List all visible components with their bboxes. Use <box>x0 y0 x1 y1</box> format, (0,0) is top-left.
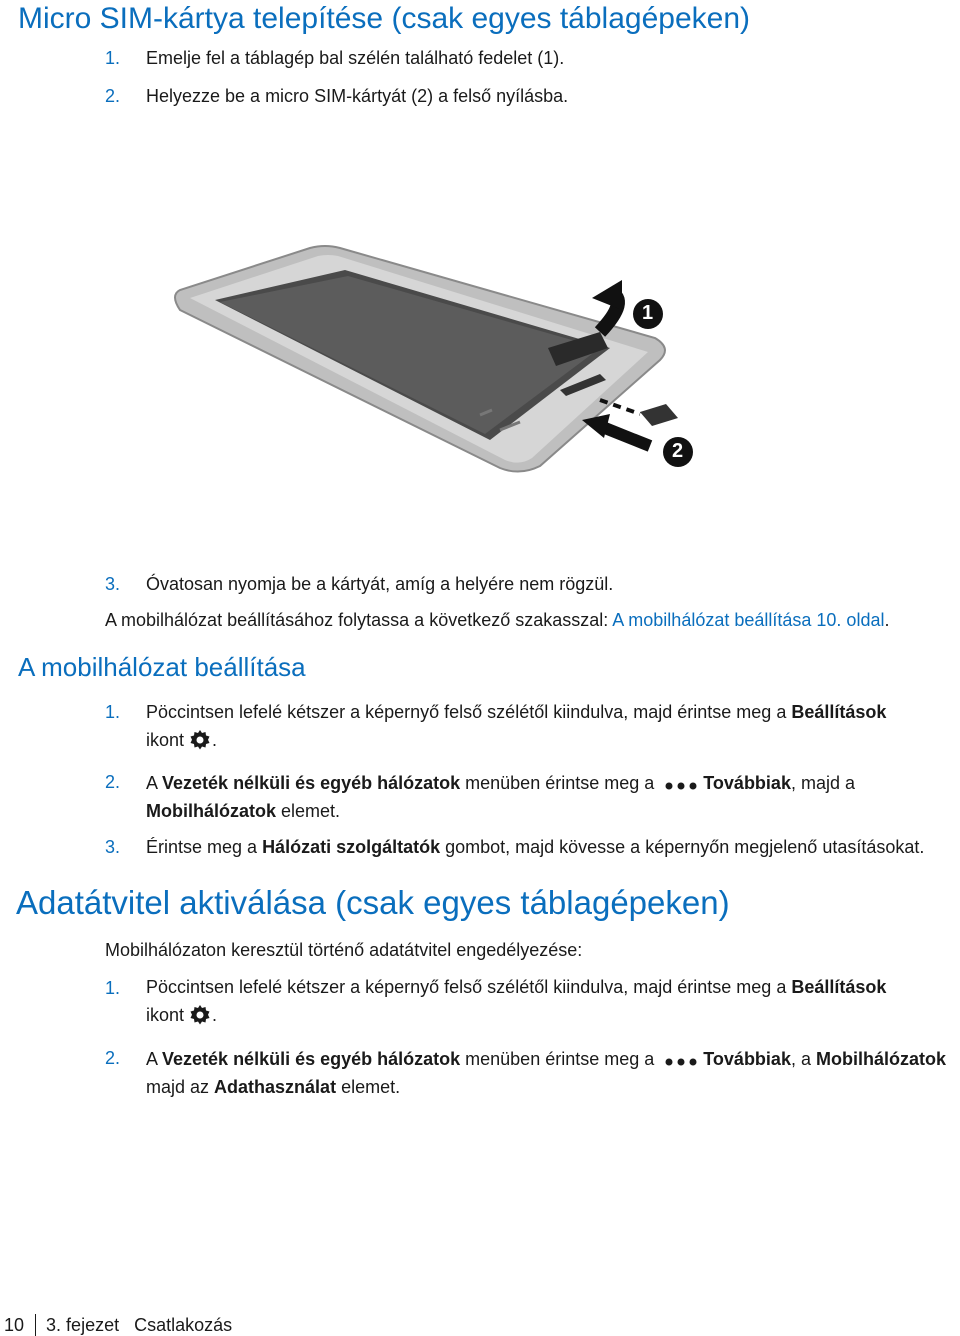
step-number: 3. <box>105 574 121 594</box>
step-text-part: menüben érintse meg a <box>460 1049 660 1069</box>
section-title-sim: Micro SIM-kártya telepítése (csak egyes táblagépeken) <box>18 2 750 35</box>
step-text-part: menüben érintse meg a <box>460 773 660 793</box>
step-text-part: A <box>146 1049 163 1069</box>
step-text-part: . <box>212 1005 218 1025</box>
ui-term: Adathasználat <box>214 1077 337 1097</box>
step-number: 2. <box>105 1048 121 1068</box>
step-text <box>146 1045 946 1074</box>
ui-term: Vezeték nélküli és egyéb hálózatok <box>162 1049 461 1069</box>
ui-term: Vezeték nélküli és egyéb hálózatok <box>162 773 461 793</box>
cross-reference-link[interactable]: A mobilhálózat beállítása 10. oldal <box>612 610 885 630</box>
step-text-part: elemet. <box>276 801 341 821</box>
ui-term: Mobilhálózatok <box>146 801 276 821</box>
page-number: 10 <box>4 1315 25 1335</box>
section-title-mobile-network: A mobilhálózat beállítása <box>18 652 306 682</box>
section-title-data-activation: Adatátvitel aktiválása (csak egyes táblagépeken) <box>16 884 730 921</box>
settings-gear-icon <box>188 1003 212 1027</box>
note-suffix: . <box>884 610 890 630</box>
more-dots-icon <box>665 1046 697 1074</box>
chapter-label: 3. fejezet <box>46 1315 120 1335</box>
page-footer <box>4 1314 232 1336</box>
step-text-line2 <box>146 797 340 825</box>
ui-term: Továbbiak <box>703 1049 791 1069</box>
intro-text: Mobilhálózaton keresztül történő adatátvitel engedélyezése: <box>105 940 583 960</box>
note-prefix: A mobilhálózat beállításához folytassa a következő szakasszal: <box>105 610 613 630</box>
step-text <box>146 973 886 1001</box>
step-text-line2 <box>146 1073 400 1101</box>
step-text: Helyezze be a micro SIM-kártyát (2) a felső nyílásba. <box>146 86 569 106</box>
step-text-part: Pöccintsen lefelé kétszer a képernyő felső szélétől kiindulva, majd érintse meg a <box>146 702 792 722</box>
step-text-part: , majd a <box>790 773 855 793</box>
settings-gear-icon <box>188 728 212 752</box>
step-text-line2 <box>146 1001 217 1029</box>
step-text-part: , a <box>790 1049 816 1069</box>
step-number: 2. <box>105 772 121 792</box>
step-text-part: Érintse meg a <box>146 837 263 857</box>
step-text <box>146 698 886 726</box>
step-number: 1. <box>105 978 121 998</box>
more-dots-icon <box>665 770 697 798</box>
step-text-part: gombot, majd kövesse a képernyőn megjelenő utasításokat. <box>440 837 925 857</box>
step-text <box>146 833 924 861</box>
continue-note <box>105 606 889 634</box>
step-text-part: Pöccintsen lefelé kétszer a képernyő felső szélétől kiindulva, majd érintse meg a <box>146 977 792 997</box>
ui-term: Beállítások <box>791 702 887 722</box>
step-text-part: . <box>212 730 218 750</box>
step-text: Óvatosan nyomja be a kártyát, amíg a helyére nem rögzül. <box>146 574 614 594</box>
step-text-part: ikont <box>146 730 185 750</box>
ui-term: Beállítások <box>791 977 887 997</box>
step-text: Emelje fel a táblagép bal szélén található fedelet (1). <box>146 48 565 68</box>
callout-1: 1 <box>642 302 654 324</box>
callout-2: 2 <box>672 440 684 462</box>
step-number: 3. <box>105 837 121 857</box>
ui-term: Mobilhálózatok <box>815 1049 946 1069</box>
chapter-title: Csatlakozás <box>134 1315 233 1335</box>
step-number: 1. <box>105 48 121 68</box>
ui-term: Továbbiak <box>703 773 791 793</box>
step-number: 2. <box>105 86 121 106</box>
step-number: 1. <box>105 702 121 722</box>
step-text-part: ikont <box>146 1005 185 1025</box>
step-text-part: A <box>146 773 163 793</box>
step-text-line2 <box>146 726 217 754</box>
step-text-part: majd az <box>146 1077 215 1097</box>
footer-divider <box>35 1314 36 1336</box>
tablet-sim-illustration <box>160 240 700 480</box>
step-text <box>146 769 855 798</box>
step-text-part: elemet. <box>336 1077 401 1097</box>
ui-term: Hálózati szolgáltatók <box>262 837 441 857</box>
